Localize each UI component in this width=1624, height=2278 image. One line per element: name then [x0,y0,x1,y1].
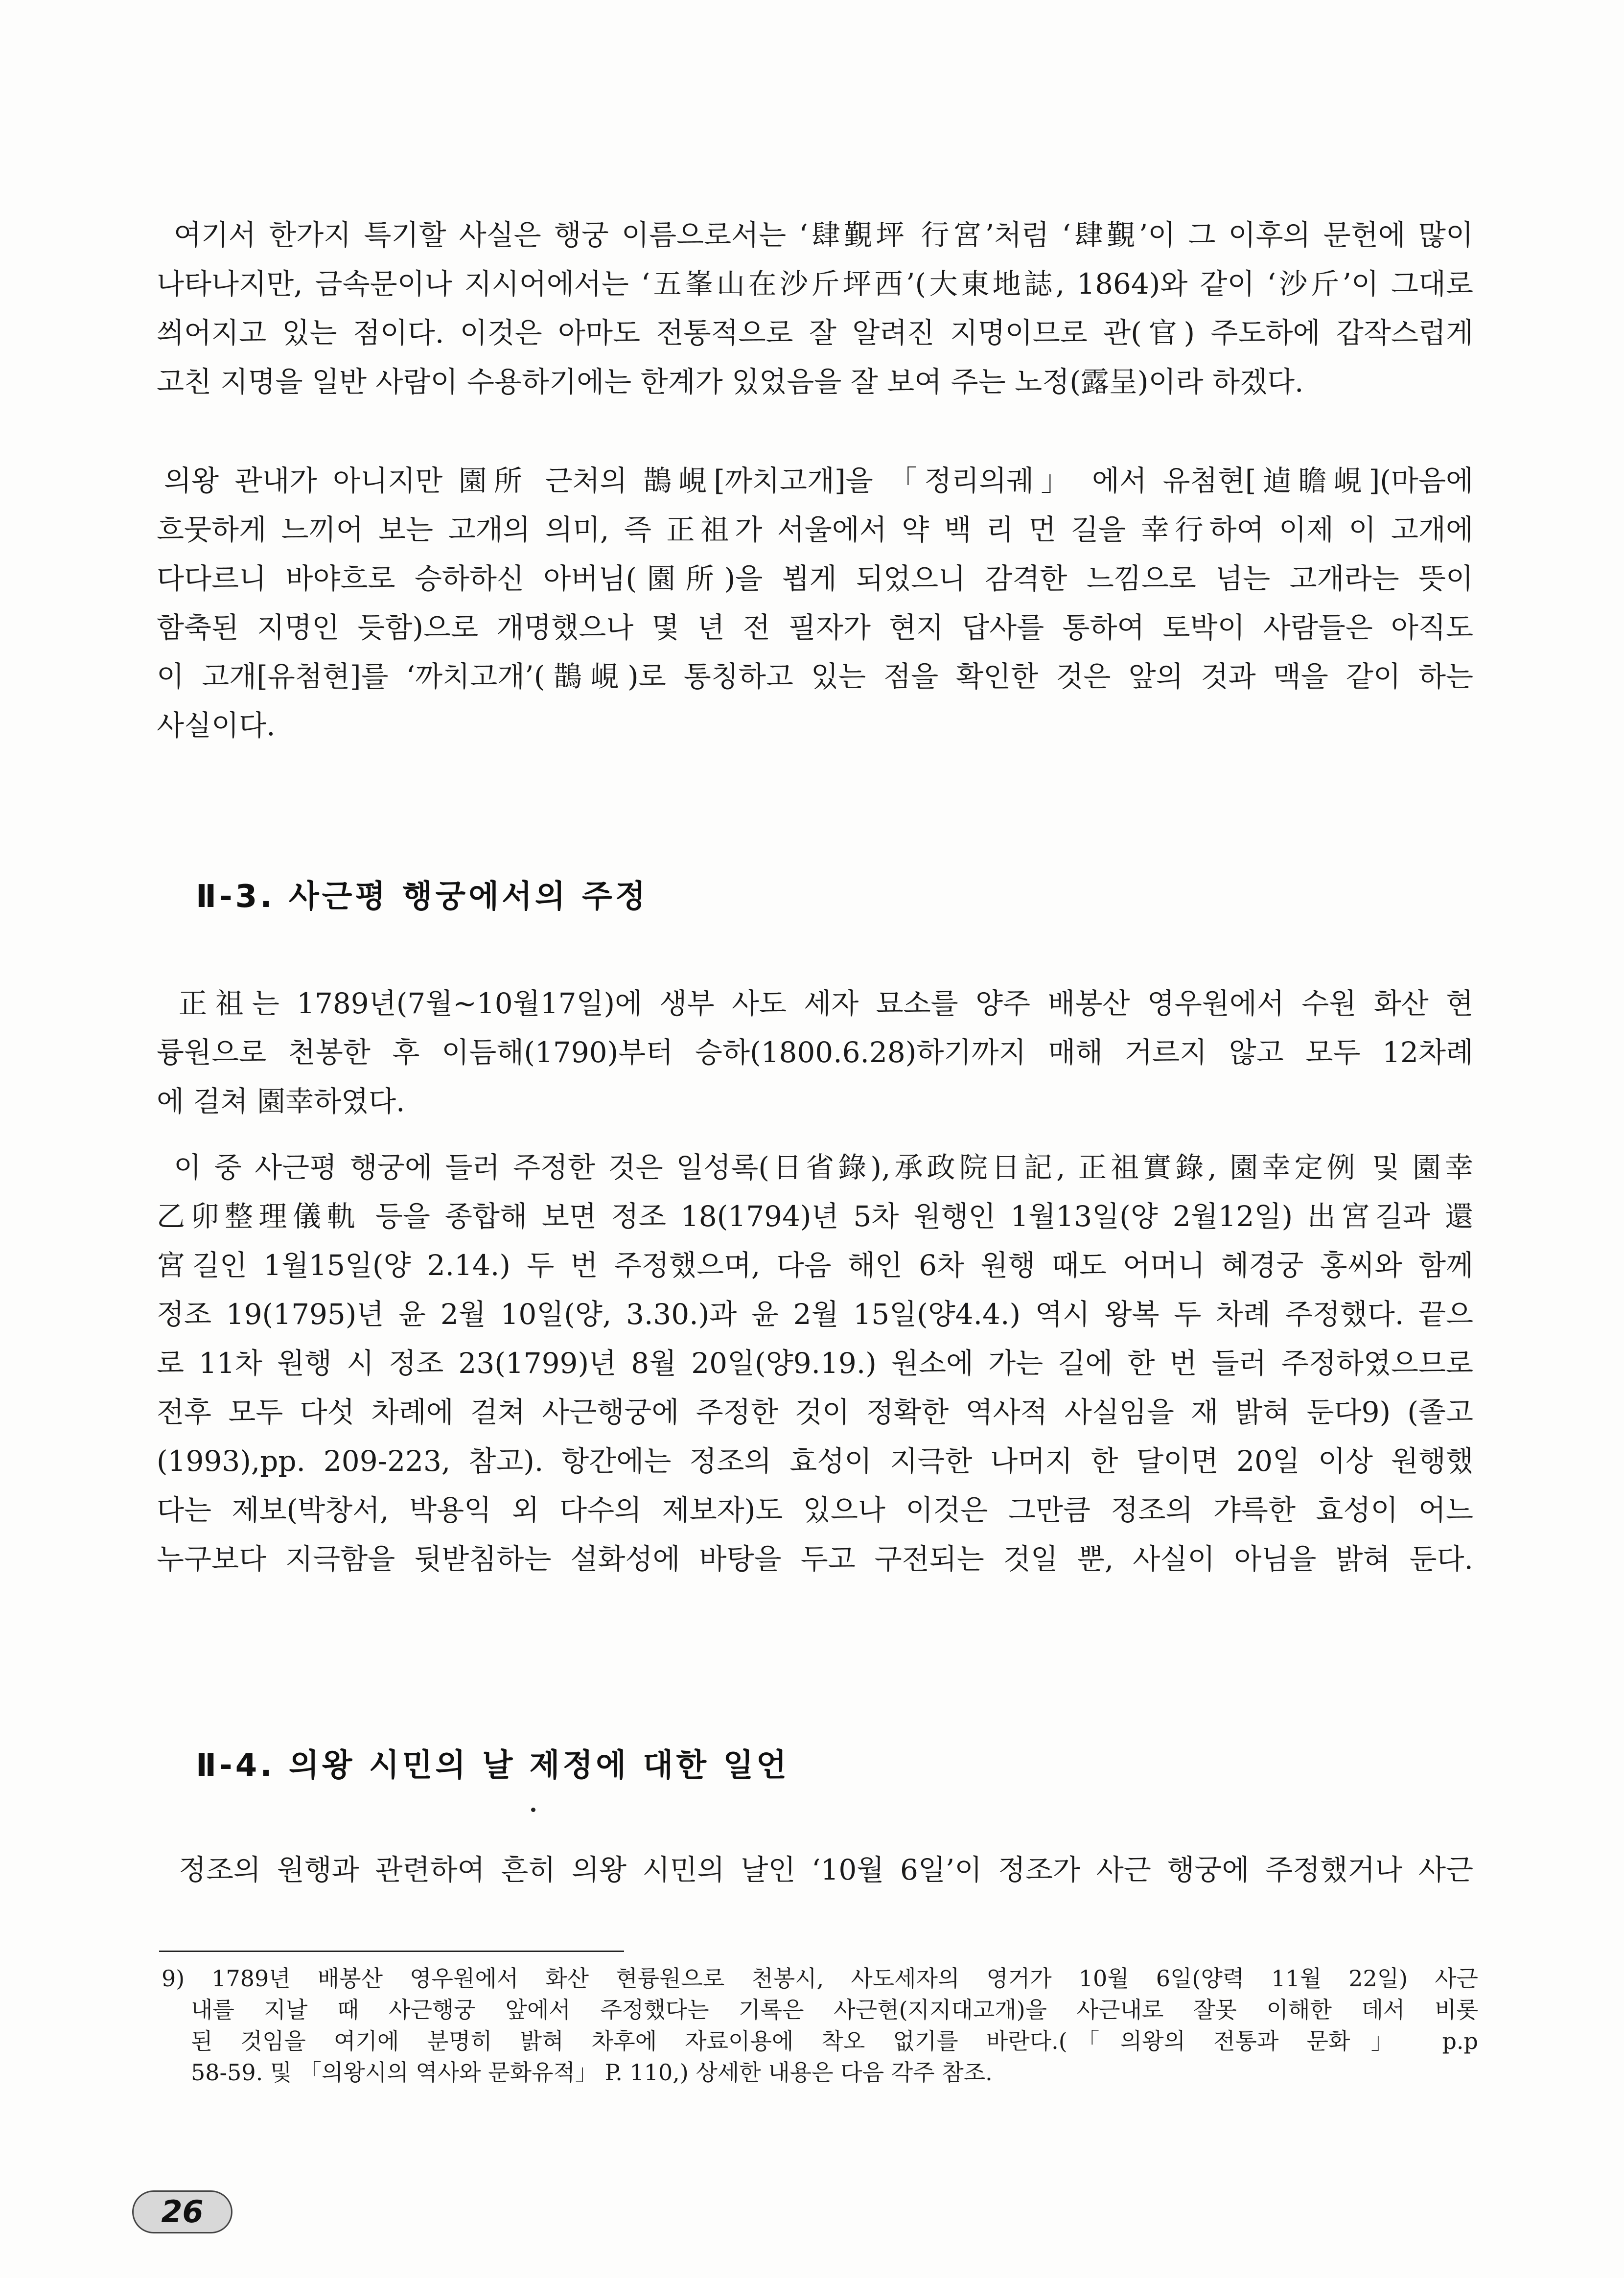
paragraph-line: 나타나지만, 금속문이나 지시어에서는 ‘五峯山在沙斤坪西’(大東地誌, 1864)와 같이 ‘沙斤’이 그대로 [157,267,1473,301]
paragraph-line: 흐뭇하게 느끼어 보는 고개의 의미, 즉 正祖가 서울에서 약 백 리 먼 길을 幸行하여 이제 이 고개에 [157,513,1473,546]
paragraph-line: 정조 19(1795)년 윤 2월 10일(양, 3.30.)과 윤 2월 15일(양4.4.) 역시 왕복 두 차례 주정했다. 끝으 [157,1298,1473,1331]
footnote-line: 내를 지날 때 사근행궁 앞에서 주정했다는 기록은 사근현(지지대고개)을 사근내로 잘못 이해한 데서 비롯 [191,1997,1478,2023]
footnote-rule [159,1951,624,1952]
footnote [162,1963,1478,2088]
paragraph-line: 에 걸쳐 園幸하였다. [157,1085,405,1118]
paragraph-line: 함축된 지명인 듯함)으로 개명했으나 몇 년 전 필자가 현지 답사를 통하여 토박이 사람들은 아직도 [157,611,1473,644]
paragraph-line: 여기서 한가지 특기할 사실은 행궁 이름으로서는 ‘肆覲坪 行宮’처럼 ‘肆覲’이 그 이후의 문헌에 많이 [174,218,1473,252]
paragraph-line: 사실이다. [157,709,276,742]
footnote-line: 9) 1789년 배봉산 영우원에서 화산 현륭원으로 천봉시, 사도세자의 영거가 10월 6일(양력 11월 22일) 사근 [162,1965,1478,1992]
paragraph-line: 宮길인 1월15일(양 2.14.) 두 번 주정했으며, 다음 해인 6차 원행 때도 어머니 혜경궁 홍씨와 함께 [157,1249,1473,1282]
paragraph-line: 륭원으로 천봉한 후 이듬해(1790)부터 승하(1800.6.28)하기까지 매해 거르지 않고 모두 12차례 [157,1036,1473,1069]
paragraph-line: 다다르니 바야흐로 승하하신 아버님(園所)을 뵙게 되었으니 감격한 느낌으로 넘는 고개라는 뜻이 [157,562,1473,595]
page-number: 26 [161,2194,204,2230]
paragraph-line: 이 고개[유첨현]를 ‘까치고개’(鵲峴)로 통칭하고 있는 점을 확인한 것은 앞의 것과 맥을 같이 하는 [157,660,1473,693]
paragraph-line: 이 중 사근평 행궁에 들러 주정한 것은 일성록(日省錄),承政院日記, 正祖實錄, 園幸定例 및 園幸 [174,1151,1473,1184]
paragraph-5 [157,1845,1473,1894]
paragraph-1 [157,210,1473,406]
paragraph-line: 씌어지고 있는 점이다. 이것은 아마도 전통적으로 잘 알려진 지명이므로 관(官) 주도하에 갑작스럽게 [157,316,1473,349]
paragraph-line: 의왕 관내가 아니지만 園所 근처의 鵲峴[까치고개]을 「정리의궤」 에서 유첨현[逌瞻峴](마음에 [164,464,1473,497]
paragraph-line: (1993),pp. 209-223, 참고). 항간에는 정조의 효성이 지극한 나머지 한 달이면 20일 이상 원행했 [157,1444,1473,1478]
paragraph-line: 正祖는 1789년(7월~10월17일)에 생부 사도 세자 묘소를 양주 배봉산 영우원에서 수원 화산 현 [179,987,1473,1020]
section-heading-2-3: Ⅱ-3. 사근평 행궁에서의 주정 [196,879,649,915]
paragraph-line: 고친 지명을 일반 사람이 수용하기에는 한계가 있었음을 잘 보여 주는 노정(露呈)이라 하겠다. [157,365,1304,398]
stray-dot [531,1808,535,1812]
paragraph-3 [157,979,1473,1126]
section-heading-2-4: Ⅱ-4. 의왕 시민의 날 제정에 대한 일언 [196,1747,789,1784]
paragraph-4 [157,1143,1473,1583]
paragraph-line: 다는 제보(박창서, 박용익 외 다수의 제보자)도 있으나 이것은 그만큼 정조의 갸륵한 효성이 어느 [157,1493,1473,1527]
footnote-line: 58-59. 및 「의왕시의 역사와 문화유적」 P. 110,) 상세한 내용은 다음 각주 참조. [191,2059,993,2086]
paragraph-line: 전후 모두 다섯 차례에 걸쳐 사근행궁에 주정한 것이 정확한 역사적 사실임을 재 밝혀 둔다9) (졸고 [157,1395,1473,1429]
footnote-line: 된 것임을 여기에 분명히 밝혀 차후에 자료이용에 착오 없기를 바란다.(「의왕의 전통과 문화」 p.p [191,2028,1478,2054]
page-number-badge [132,2190,232,2233]
paragraph-line: 로 11차 원행 시 정조 23(1799)년 8월 20일(양9.19.) 원소에 가는 길에 한 번 들러 주정하였으므로 [157,1347,1473,1380]
paragraph-line: 정조의 원행과 관련하여 흔히 의왕 시민의 날인 ‘10월 6일’이 정조가 사근 행궁에 주정했거나 사근 [179,1853,1473,1886]
paragraph-line: 누구보다 지극함을 뒷받침하는 설화성에 바탕을 두고 구전되는 것일 뿐, 사실이 아님을 밝혀 둔다. [157,1542,1473,1576]
paragraph-2 [157,456,1473,750]
paragraph-line: 乙卯整理儀軌 등을 종합해 보면 정조 18(1794)년 5차 원행인 1월13일(양 2월12일) 出宮길과 還 [157,1200,1473,1233]
